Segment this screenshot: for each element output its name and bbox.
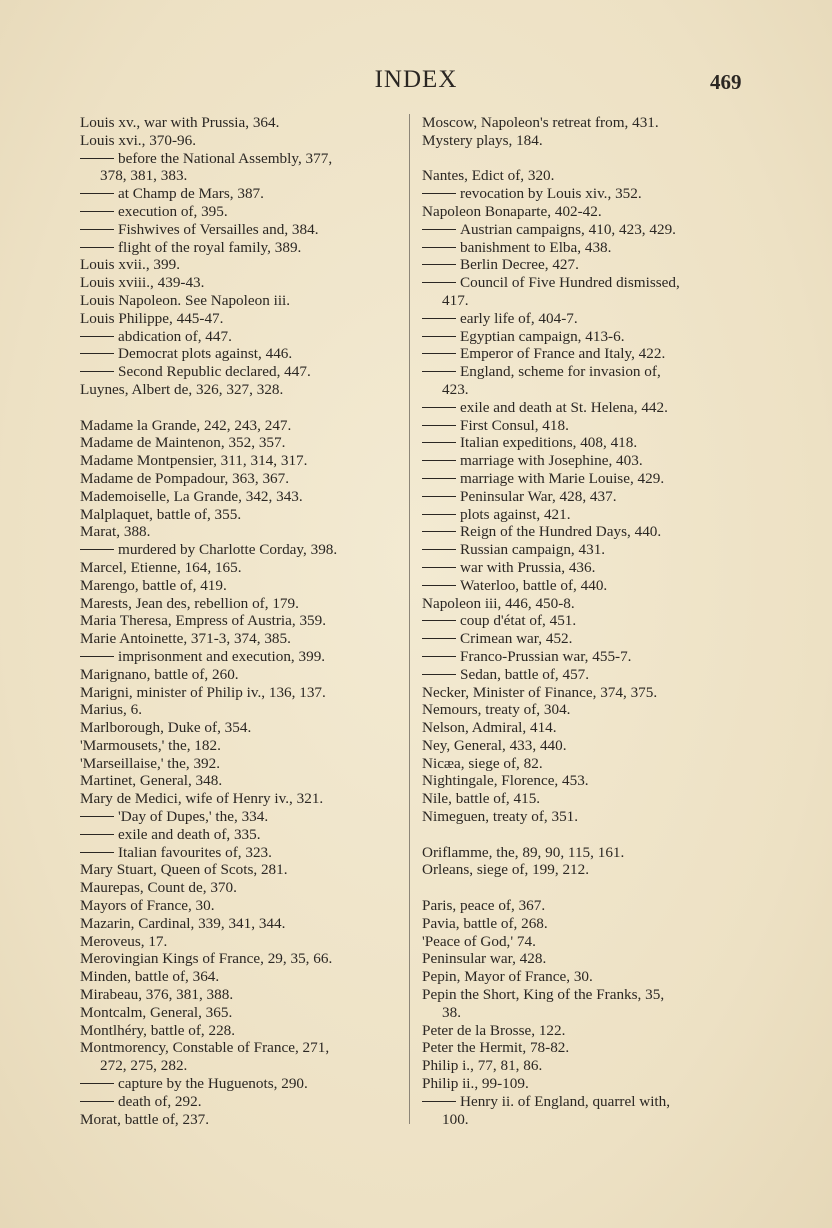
index-entry	[80, 417, 405, 435]
ditto-dash	[422, 1101, 456, 1102]
entry-text: Madame de Pompadour, 363, 367.	[80, 469, 290, 487]
ditto-dash	[80, 371, 114, 372]
index-subentry	[80, 345, 405, 363]
index-entry	[422, 968, 752, 986]
entry-text: Nicæa, siege of, 82.	[422, 754, 543, 772]
ditto-dash	[422, 264, 456, 265]
index-entry	[80, 114, 405, 132]
index-entry-continuation	[422, 1111, 752, 1129]
index-entry	[422, 167, 752, 185]
index-subentry	[80, 541, 405, 559]
entry-text: Emperor of France and Italy, 422.	[460, 345, 666, 363]
entry-text: Montcalm, General, 365.	[80, 1003, 233, 1021]
index-entry	[80, 790, 405, 808]
entry-text: Peninsular War, 428, 437.	[460, 487, 617, 505]
ditto-dash	[422, 247, 456, 248]
ditto-dash	[422, 282, 456, 283]
index-entry	[80, 310, 405, 328]
entry-text: Philip i., 77, 81, 86.	[422, 1057, 543, 1075]
entry-text: abdication of, 447.	[118, 327, 232, 345]
index-entry	[80, 1111, 405, 1129]
index-entry	[80, 1022, 405, 1040]
ditto-dash	[422, 371, 456, 372]
ditto-dash	[422, 531, 456, 532]
index-entry	[80, 950, 405, 968]
entry-text: revocation by Louis xiv., 352.	[460, 185, 642, 203]
index-entry	[80, 701, 405, 719]
entry-text: 'Day of Dupes,' the, 334.	[118, 808, 269, 826]
entry-text: Moscow, Napoleon's retreat from, 431.	[422, 114, 659, 131]
index-subentry	[422, 506, 752, 524]
ditto-dash	[80, 1083, 114, 1084]
entry-text: Council of Five Hundred dismissed,	[460, 274, 680, 292]
index-entry	[422, 1039, 752, 1057]
index-entry	[80, 381, 405, 399]
index-entry	[80, 897, 405, 915]
index-entry	[422, 701, 752, 719]
entry-text: 'Marmousets,' the, 182.	[80, 736, 221, 754]
entry-text: 417.	[442, 291, 469, 309]
index-subentry	[422, 274, 752, 292]
ditto-dash	[422, 353, 456, 354]
entry-text: Peter the Hermit, 78-82.	[422, 1039, 570, 1057]
entry-text: Pepin, Mayor of France, 30.	[422, 968, 593, 986]
index-entry	[80, 292, 405, 310]
page-title: INDEX	[374, 66, 458, 93]
ditto-dash	[80, 656, 114, 657]
index-entry	[80, 256, 405, 274]
entry-text: exile and death at St. Helena, 442.	[460, 398, 668, 416]
entry-text: Luynes, Albert de, 326, 327, 328.	[80, 380, 284, 398]
entry-text: Franco-Prussian war, 455-7.	[460, 647, 632, 665]
index-entry	[422, 684, 752, 702]
entry-text: Italian favourites of, 323.	[118, 843, 272, 861]
entry-text: Oriflamme, the, 89, 90, 115, 161.	[422, 843, 625, 861]
entry-text: marriage with Josephine, 403.	[460, 452, 643, 470]
index-entry	[80, 879, 405, 897]
index-subentry	[422, 612, 752, 630]
index-subentry	[422, 363, 752, 381]
entry-text: Martinet, General, 348.	[80, 772, 223, 790]
entry-text: Italian expeditions, 408, 418.	[460, 434, 638, 452]
index-entry-continuation	[80, 1057, 405, 1075]
index-entry	[422, 986, 752, 1004]
entry-text: coup d'état of, 451.	[460, 612, 577, 630]
entry-text: Marignano, battle of, 260.	[80, 665, 239, 683]
entry-text: 'Marseillaise,' the, 392.	[80, 754, 221, 772]
index-entry	[422, 114, 752, 132]
index-subentry	[80, 328, 405, 346]
entry-text: Madame de Maintenon, 352, 357.	[80, 434, 286, 452]
ditto-dash	[422, 620, 456, 621]
ditto-dash	[422, 638, 456, 639]
index-entry	[80, 612, 405, 630]
column-divider	[409, 114, 410, 1124]
entry-text: 423.	[442, 380, 469, 398]
entry-text: Malplaquet, battle of, 355.	[80, 505, 242, 523]
index-subentry	[80, 150, 405, 168]
section-gap	[422, 150, 752, 168]
entry-text: Napoleon iii, 446, 450-8.	[422, 594, 575, 612]
entry-text: Pepin the Short, King of the Franks, 35,	[422, 986, 665, 1004]
page-number: 469	[710, 70, 742, 94]
index-entry	[422, 132, 752, 150]
index-subentry	[422, 559, 752, 577]
index-subentry	[422, 399, 752, 417]
index-subentry	[422, 239, 752, 257]
ditto-dash	[80, 816, 114, 817]
entry-text: Marat, 388.	[80, 523, 151, 541]
index-subentry	[422, 452, 752, 470]
index-entry	[422, 1057, 752, 1075]
entry-text: Philip ii., 99-109.	[422, 1075, 529, 1093]
index-entry	[422, 950, 752, 968]
entry-text: at Champ de Mars, 387.	[118, 185, 264, 203]
index-column-right	[422, 114, 752, 1128]
ditto-dash	[80, 211, 114, 212]
entry-text: Marengo, battle of, 419.	[80, 576, 227, 594]
index-entry	[80, 506, 405, 524]
ditto-dash	[422, 496, 456, 497]
entry-text: Madame Montpensier, 311, 314, 317.	[80, 452, 308, 470]
entry-text: Mary Stuart, Queen of Scots, 281.	[80, 861, 288, 879]
index-subentry	[422, 523, 752, 541]
entry-text: imprisonment and execution, 399.	[118, 647, 326, 665]
ditto-dash	[422, 229, 456, 230]
entry-text: Morat, battle of, 237.	[80, 1110, 210, 1128]
entry-text: Louis Philippe, 445-47.	[80, 309, 224, 327]
index-subentry	[422, 185, 752, 203]
index-subentry	[80, 1093, 405, 1111]
index-subentry	[80, 239, 405, 257]
index-entry	[80, 274, 405, 292]
entry-text: Waterloo, battle of, 440.	[460, 576, 608, 594]
index-entry	[80, 470, 405, 488]
ditto-dash	[80, 158, 114, 159]
index-entry-continuation	[422, 381, 752, 399]
section-gap	[80, 399, 405, 417]
entry-text: Mirabeau, 376, 381, 388.	[80, 986, 234, 1004]
entry-text: Mary de Medici, wife of Henry iv., 321.	[80, 790, 324, 808]
entry-text: 'Peace of God,' 74.	[422, 932, 536, 950]
entry-text: Nile, battle of, 415.	[422, 790, 541, 808]
ditto-dash	[80, 247, 114, 248]
index-entry	[80, 132, 405, 150]
entry-text: Mystery plays, 184.	[422, 131, 543, 149]
entry-text: Mazarin, Cardinal, 339, 341, 344.	[80, 914, 286, 932]
entry-text: Maria Theresa, Empress of Austria, 359.	[80, 612, 327, 630]
entry-text: Marests, Jean des, rebellion of, 179.	[80, 594, 299, 612]
entry-text: Russian campaign, 431.	[460, 541, 606, 559]
index-subentry	[422, 417, 752, 435]
index-entry	[422, 915, 752, 933]
index-subentry	[80, 1075, 405, 1093]
index-entry	[80, 986, 405, 1004]
entry-text: Mayors of France, 30.	[80, 897, 215, 915]
ditto-dash	[422, 442, 456, 443]
ditto-dash	[422, 193, 456, 194]
entry-text: Marigni, minister of Philip iv., 136, 137.	[80, 683, 326, 701]
entry-text: Marcel, Etienne, 164, 165.	[80, 558, 242, 576]
ditto-dash	[422, 567, 456, 568]
index-entry	[80, 861, 405, 879]
index-entry	[80, 559, 405, 577]
entry-text: Crimean war, 452.	[460, 630, 573, 648]
entry-text: death of, 292.	[118, 1092, 202, 1110]
index-subentry	[422, 648, 752, 666]
entry-text: early life of, 404-7.	[460, 309, 578, 327]
index-entry	[80, 933, 405, 951]
entry-text: war with Prussia, 436.	[460, 558, 596, 576]
entry-text: Nemours, treaty of, 304.	[422, 701, 571, 719]
index-entry	[80, 488, 405, 506]
index-subentry	[422, 434, 752, 452]
index-entry	[80, 577, 405, 595]
entry-text: Austrian campaigns, 410, 423, 429.	[460, 220, 676, 238]
ditto-dash	[80, 193, 114, 194]
index-entry	[80, 737, 405, 755]
entry-text: Louis xviii., 439-43.	[80, 274, 205, 292]
ditto-dash	[80, 353, 114, 354]
entry-text: 100.	[442, 1110, 469, 1128]
ditto-dash	[422, 407, 456, 408]
entry-text: Minden, battle of, 364.	[80, 968, 220, 986]
ditto-dash	[422, 318, 456, 319]
index-entry	[422, 861, 752, 879]
entry-text: marriage with Marie Louise, 429.	[460, 469, 665, 487]
index-subentry	[422, 328, 752, 346]
entry-text: Louis xvi., 370-96.	[80, 131, 197, 149]
entry-text: Marlborough, Duke of, 354.	[80, 719, 252, 737]
entry-text: Nelson, Admiral, 414.	[422, 719, 557, 737]
index-subentry	[422, 630, 752, 648]
index-subentry	[80, 826, 405, 844]
entry-text: Marie Antoinette, 371-3, 374, 385.	[80, 630, 291, 648]
ditto-dash	[80, 1101, 114, 1102]
entry-text: Maurepas, Count de, 370.	[80, 879, 237, 897]
section-gap	[422, 826, 752, 844]
index-entry	[422, 719, 752, 737]
ditto-dash	[422, 478, 456, 479]
index-entry	[80, 666, 405, 684]
index-subentry	[80, 648, 405, 666]
entry-text: banishment to Elba, 438.	[460, 238, 612, 256]
index-subentry	[422, 470, 752, 488]
index-entry	[80, 630, 405, 648]
ditto-dash	[422, 585, 456, 586]
entry-text: Nantes, Edict of, 320.	[422, 167, 555, 185]
index-entry-continuation	[422, 1004, 752, 1022]
index-entry	[80, 523, 405, 541]
entry-text: Democrat plots against, 446.	[118, 345, 293, 363]
index-subentry	[80, 808, 405, 826]
entry-text: murdered by Charlotte Corday, 398.	[118, 541, 338, 559]
entry-text: Louis Napoleon. See Napoleon iii.	[80, 291, 291, 309]
index-entry	[80, 772, 405, 790]
index-entry	[422, 1022, 752, 1040]
entry-text: 272, 275, 282.	[100, 1057, 188, 1075]
ditto-dash	[422, 425, 456, 426]
ditto-dash	[80, 336, 114, 337]
index-entry	[422, 595, 752, 613]
ditto-dash	[422, 336, 456, 337]
entry-text: Merovingian Kings of France, 29, 35, 66.	[80, 950, 333, 968]
entry-text: Sedan, battle of, 457.	[460, 665, 590, 683]
ditto-dash	[80, 834, 114, 835]
entry-text: Meroveus, 17.	[80, 932, 168, 950]
index-entry	[422, 844, 752, 862]
entry-text: Paris, peace of, 367.	[422, 897, 546, 915]
entry-text: Nightingale, Florence, 453.	[422, 772, 589, 790]
entry-text: Madame la Grande, 242, 243, 247.	[80, 416, 292, 434]
index-entry	[80, 1004, 405, 1022]
entry-text: Louis xv., war with Prussia, 364.	[80, 114, 280, 131]
entry-text: Louis xvii., 399.	[80, 256, 180, 274]
entry-text: England, scheme for invasion of,	[460, 363, 661, 381]
ditto-dash	[80, 852, 114, 853]
index-entry	[422, 203, 752, 221]
ditto-dash	[422, 460, 456, 461]
index-entry	[80, 755, 405, 773]
entry-text: before the National Assembly, 377,	[118, 149, 333, 167]
entry-text: First Consul, 418.	[460, 416, 569, 434]
entry-text: Necker, Minister of Finance, 374, 375.	[422, 683, 658, 701]
entry-text: 38.	[442, 1003, 461, 1021]
ditto-dash	[422, 514, 456, 515]
entry-text: Peninsular war, 428.	[422, 950, 547, 968]
entry-text: Second Republic declared, 447.	[118, 363, 311, 381]
index-entry	[80, 595, 405, 613]
entry-text: Pavia, battle of, 268.	[422, 914, 548, 932]
index-entry	[422, 897, 752, 915]
index-entry	[422, 808, 752, 826]
index-entry	[80, 452, 405, 470]
index-subentry	[422, 1093, 752, 1111]
entry-text: Montlhéry, battle of, 228.	[80, 1021, 236, 1039]
entry-text: Orleans, siege of, 199, 212.	[422, 861, 590, 879]
entry-text: 378, 381, 383.	[100, 167, 188, 185]
index-column-left	[80, 114, 405, 1128]
entry-text: Mademoiselle, La Grande, 342, 343.	[80, 487, 303, 505]
index-entry	[422, 772, 752, 790]
entry-text: Henry ii. of England, quarrel with,	[460, 1092, 671, 1110]
index-subentry	[80, 185, 405, 203]
ditto-dash	[422, 549, 456, 550]
entry-text: Reign of the Hundred Days, 440.	[460, 523, 662, 541]
index-subentry	[422, 541, 752, 559]
index-subentry	[422, 577, 752, 595]
entry-text: Egyptian campaign, 413-6.	[460, 327, 625, 345]
entry-text: Peter de la Brosse, 122.	[422, 1021, 566, 1039]
entry-text: plots against, 421.	[460, 505, 571, 523]
entry-text: exile and death of, 335.	[118, 825, 261, 843]
index-entry	[422, 933, 752, 951]
index-subentry	[422, 345, 752, 363]
index-entry-continuation	[80, 167, 405, 185]
index-subentry	[80, 203, 405, 221]
index-entry-continuation	[422, 292, 752, 310]
index-entry	[80, 719, 405, 737]
index-entry	[422, 790, 752, 808]
index-subentry	[80, 363, 405, 381]
entry-text: Napoleon Bonaparte, 402-42.	[422, 202, 602, 220]
index-entry	[80, 434, 405, 452]
entry-text: Fishwives of Versailles and, 384.	[118, 220, 319, 238]
index-entry	[80, 968, 405, 986]
index-subentry	[422, 221, 752, 239]
section-gap	[422, 879, 752, 897]
index-subentry	[422, 666, 752, 684]
index-subentry	[80, 221, 405, 239]
entry-text: Montmorency, Constable of France, 271,	[80, 1039, 330, 1057]
entry-text: Ney, General, 433, 440.	[422, 736, 567, 754]
index-entry	[422, 755, 752, 773]
index-subentry	[422, 488, 752, 506]
entry-text: Berlin Decree, 427.	[460, 256, 579, 274]
entry-text: execution of, 395.	[118, 202, 228, 220]
ditto-dash	[80, 549, 114, 550]
index-subentry	[80, 844, 405, 862]
index-entry	[422, 737, 752, 755]
entry-text: Marius, 6.	[80, 701, 143, 719]
ditto-dash	[422, 656, 456, 657]
entry-text: Nimeguen, treaty of, 351.	[422, 808, 579, 826]
ditto-dash	[80, 229, 114, 230]
index-subentry	[422, 310, 752, 328]
ditto-dash	[422, 674, 456, 675]
index-entry	[80, 915, 405, 933]
index-entry	[80, 684, 405, 702]
index-entry	[422, 1075, 752, 1093]
index-entry	[80, 1039, 405, 1057]
entry-text: capture by the Huguenots, 290.	[118, 1075, 308, 1093]
entry-text: flight of the royal family, 389.	[118, 238, 302, 256]
index-subentry	[422, 256, 752, 274]
